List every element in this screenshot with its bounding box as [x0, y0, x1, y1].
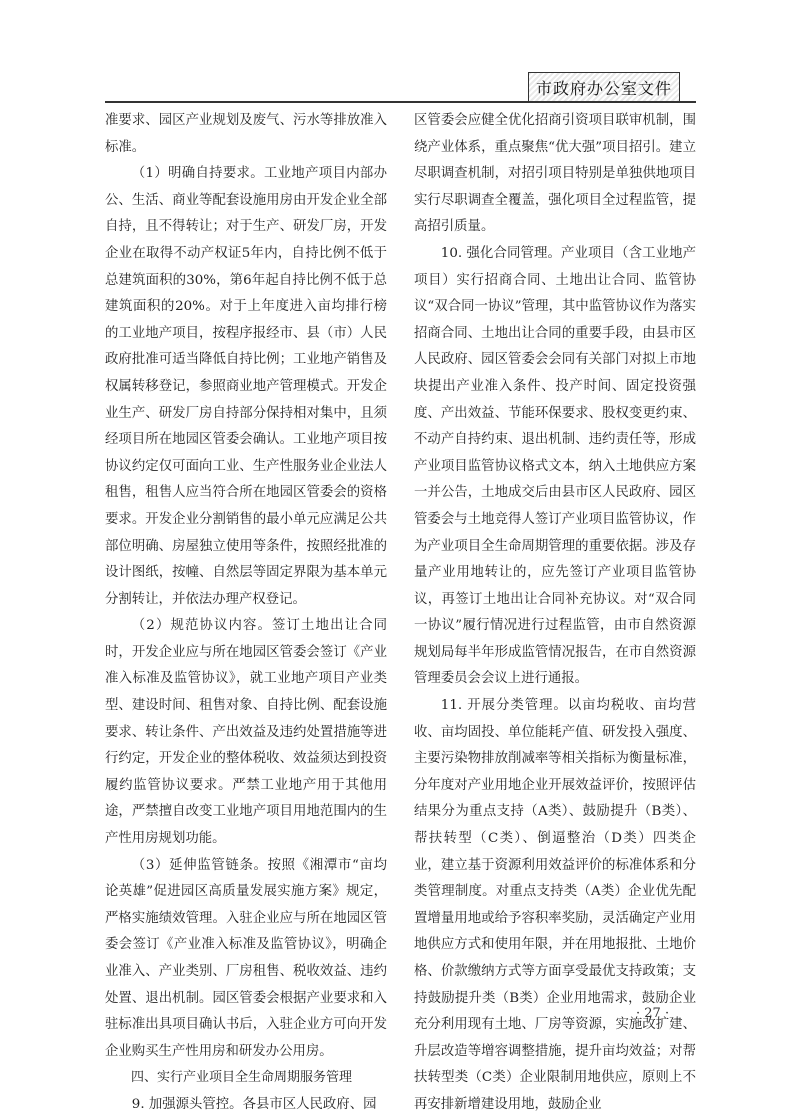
paragraph-source-control: 9. 加强源头管控。各县市区人民政府、园 — [131, 1096, 377, 1112]
paragraph-continuation: 准要求、园区产业规划及废气、污水等排放准入标准。 — [105, 113, 387, 155]
paragraph-contract-management: 10. 强化合同管理。产业项目（含工业地产项目）实行招商合同、土地出让合同、监管协议“双合同一协议”管理，其中监管协议作为落实招商合同、土地出让合同的重要手段，由县市区人民政府、园区管委会会同有关部门对拟上市地块提出产业准入条件、投产时间、固定投资强度、产出效益、节能环保要求、股权变更约束、不动产自持约束、退出机制、违约责任等，形成产业项目监管协议格式文本，纳入土地供应方案一并公告，土地成交后由县市区人民政府、园区管委会与土地竞得人签订产业项目监管协议，作为产业项目全生命周期管理的重要依据。涉及存量产业用地转让的，应先签订产业项目监管协议，再签订土地出让合同补充协议。对“双合同一协议”履行情况进行过程监管，由市自然资源规划局每半年形成监管情况报告，在市自然资源管理委员会会议上进行通报。 — [414, 245, 696, 687]
left-text-column — [105, 108, 387, 1119]
header-divider — [105, 101, 696, 103]
paragraph-agreement: （2）规范协议内容。签订土地出让合同时，开发企业应与所在地园区管委会签订《产业准入标准及监管协议》，就工业地产项目产业类型、建设时间、租售对象、自持比例、配套设施要求、转让条件、产出效益及违约处置措施等进行约定，开发企业的整体税收、效益须达到投资履约监管协议要求。严禁工业地产用于其他用途，严禁擅自改变工业地产项目用地范围内的生产性用房规划功能。 — [105, 618, 387, 847]
section-heading: 四、实行产业项目全生命周期服务管理 — [131, 1070, 353, 1086]
paragraph-classification: 11. 开展分类管理。以亩均税收、亩均营收、亩均固投、单位能耗产值、研发投入强度、主要污染物排放削减率等相关指标为衡量标准，分年度对产业用地企业开展效益评价，按照评估结果分为重点支持（A类）、鼓励提升（B类）、帮扶转型（C类）、倒逼整治（D类）四类企业，建立基于资源利用效益评价的标准体系和分类管理制度。对重点支持类（A类）企业优先配置增量用地或给予容积率奖励，灵活确定产业用地供应方式和使用年限，并在用地报批、土地价格、价款缴纳方式等方面享受最优支持政策；支持鼓励提升类（B类）企业用地需求，鼓励企业充分利用现有土地、厂房等资源，实施改扩建、升层改造等增容调整措施，提升亩均效益；对帮扶转型类（C类）企业限制用地供应，原则上不再安排新增建设用地，鼓励企业 — [414, 698, 696, 1112]
page-number: · 27 · — [636, 1006, 670, 1021]
section-title-box — [528, 72, 680, 102]
paragraph-self-holding: （1）明确自持要求。工业地产项目内部办公、生活、商业等配套设施用房由开发企业全部自持，且不得转让；对于生产、研发厂房，开发企业在取得不动产权证5年内，自持比例不低于总建筑面积的30%，第6年起自持比例不低于总建筑面积的20%。对于上年度进入亩均排行榜的工业地产项目，按程序报经市、县（市）人民政府批准可适当降低自持比例；工业地产销售及权属转移登记，参照商业地产管理模式。开发企业生产、研发厂房自持部分保持相对集中，且须经项目所在地园区管委会确认。工业地产项目按协议约定仅可面向工业、生产性服务业企业法人租售，租售人应当符合所在地园区管委会的资格要求。开发企业分割销售的最小单元应满足公共部位明确、房屋独立使用等条件，按照经批准的设计图纸，按幢、自然层等固定界限为基本单元分割转让，并依法办理产权登记。 — [105, 166, 387, 607]
paragraph-continuation: 区管委会应健全优化招商引资项目联审机制，围绕产业体系，重点聚焦“优大强”项目招引。建立尽职调查机制，对招引项目特别是单独供地项目实行尽职调查全覆盖，强化项目全过程监管，提高招引质量。 — [414, 113, 696, 235]
section-title: 市政府办公室文件 — [535, 78, 672, 98]
paragraph-supervision: （3）延伸监管链条。按照《湘潭市“亩均论英雄”促进园区高质量发展实施方案》规定，严格实施绩效管理。入驻企业应与所在地园区管委会签订《产业准入标准及监管协议》，明确企业准入、产业类别、厂房租售、税收效益、违约处置、退出机制。园区管委会根据产业要求和入驻标准出具项目确认书后，入驻企业方可向开发企业购买生产性用房和研发办公用房。 — [105, 857, 387, 1059]
right-text-column — [414, 108, 696, 1119]
